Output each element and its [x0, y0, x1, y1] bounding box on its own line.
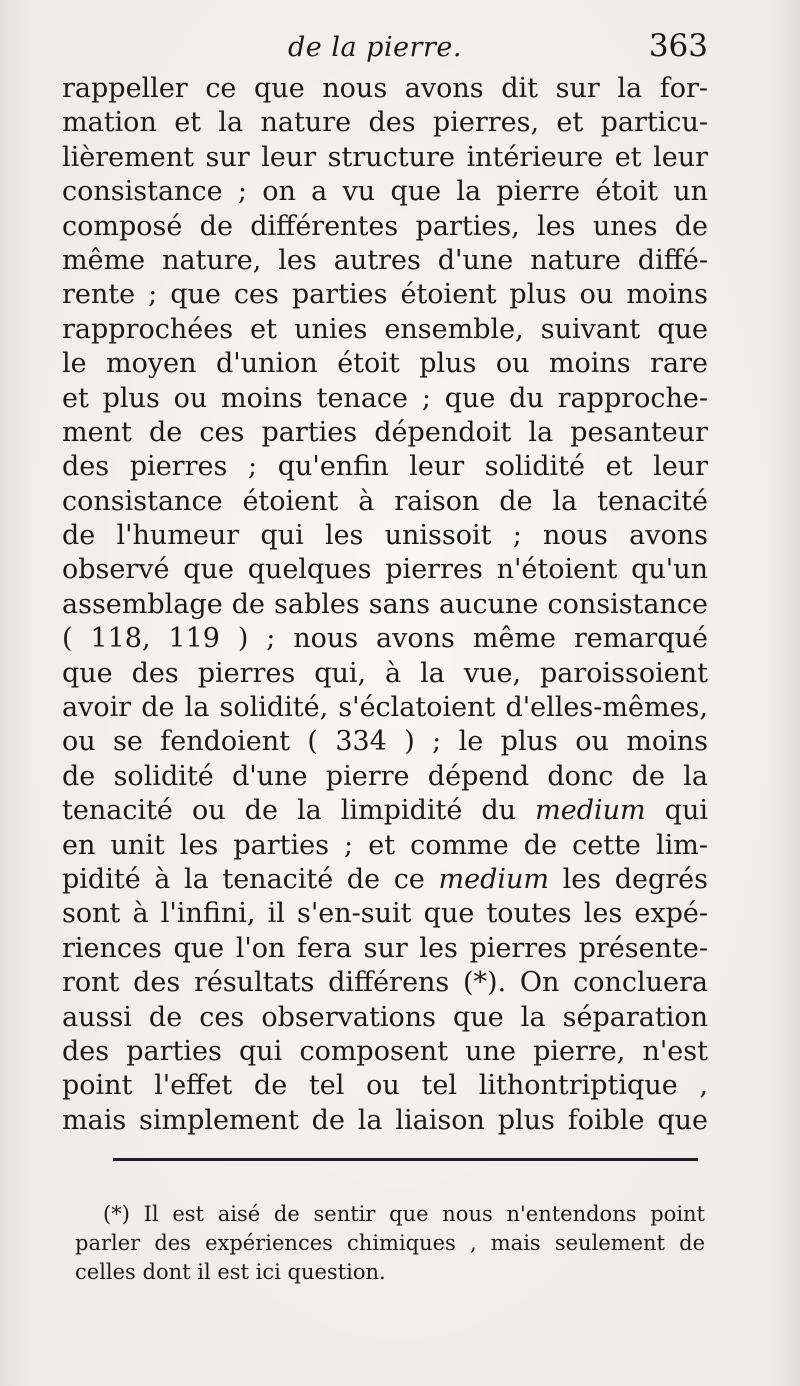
text-line: le moyen d'union étoit plus ou moins rare: [62, 348, 708, 380]
text-line: des pierres ; qu'enfin leur solidité et leur: [62, 451, 708, 483]
text-line: rappeller ce que nous avons dit sur la for-: [62, 73, 708, 104]
text-line: point l'effet de tel ou tel lithontriptique ,: [62, 1070, 708, 1102]
italic-term-medium: medium: [535, 795, 646, 827]
body-text: [62, 72, 708, 1138]
running-head: de la pierre.: [288, 32, 462, 63]
text-line: composé de différentes parties, les unes de: [62, 210, 708, 242]
text-line: consistance ; on a vu que la pierre étoit un: [62, 176, 708, 208]
text-line: avoir de la solidité, s'éclatoient d'elles-mêmes,: [62, 692, 708, 724]
italic-term-medium: medium: [438, 863, 549, 895]
text-line: même nature, les autres d'une nature diffé-: [62, 244, 708, 276]
text-line: lièrement sur leur structure intérieure et leur: [62, 141, 708, 173]
footnote-line: celles dont il est ici question.: [75, 1260, 386, 1284]
text-line: sont à l'infini, il s'en-suit que toutes les expé-: [62, 898, 708, 930]
text-line: en unit les parties ; et comme de cette lim-: [62, 829, 708, 861]
text-line: [62, 794, 708, 828]
page-header: [62, 28, 708, 72]
text-segment: qui: [664, 795, 708, 827]
text-segment: pidité à la tenacité de ce: [62, 863, 425, 895]
footnote-line: (*) Il est aisé de sentir que nous n'entendons point: [103, 1202, 705, 1226]
text-line: rapprochées et unies ensemble, suivant que: [62, 313, 708, 345]
page-number: 363: [648, 28, 708, 64]
footnote-rule: [113, 1158, 698, 1161]
text-line: ou se fendoient ( 334 ) ; le plus ou moins: [62, 726, 708, 758]
text-line: mais simplement de la liaison plus foible que: [62, 1104, 708, 1136]
footnote-line: parler des expériences chimiques , mais seulement de: [75, 1231, 705, 1255]
text-line: [62, 863, 708, 897]
text-line: observé que quelques pierres n'étoient qu'un: [62, 554, 708, 586]
text-line: des parties qui composent une pierre, n'est: [62, 1035, 708, 1067]
text-line: aussi de ces observations que la séparation: [62, 1001, 708, 1033]
text-line: mation et la nature des pierres, et particu-: [62, 107, 708, 139]
text-line: consistance étoient à raison de la tenacité: [62, 485, 708, 517]
text-line: et plus ou moins tenace ; que du rapproche-: [62, 382, 708, 414]
text-line: riences que l'on fera sur les pierres présente-: [62, 932, 708, 964]
text-segment: les degrés: [562, 863, 708, 895]
text-line: assemblage de sables sans aucune consistance: [62, 588, 708, 620]
text-line: ( 118, 119 ) ; nous avons même remarqué: [62, 623, 708, 655]
text-line: ront des résultats différens (*). On concluera: [62, 967, 708, 999]
footnote: [75, 1200, 705, 1287]
text-line: ment de ces parties dépendoit la pesanteur: [62, 416, 708, 448]
text-segment: tenacité ou de la limpidité du: [62, 795, 517, 827]
text-line: que des pierres qui, à la vue, paroissoient: [62, 657, 708, 689]
text-line: de l'humeur qui les unissoit ; nous avons: [62, 520, 708, 552]
text-line: rente ; que ces parties étoient plus ou moins: [62, 279, 708, 311]
text-line: de solidité d'une pierre dépend donc de la: [62, 760, 708, 792]
